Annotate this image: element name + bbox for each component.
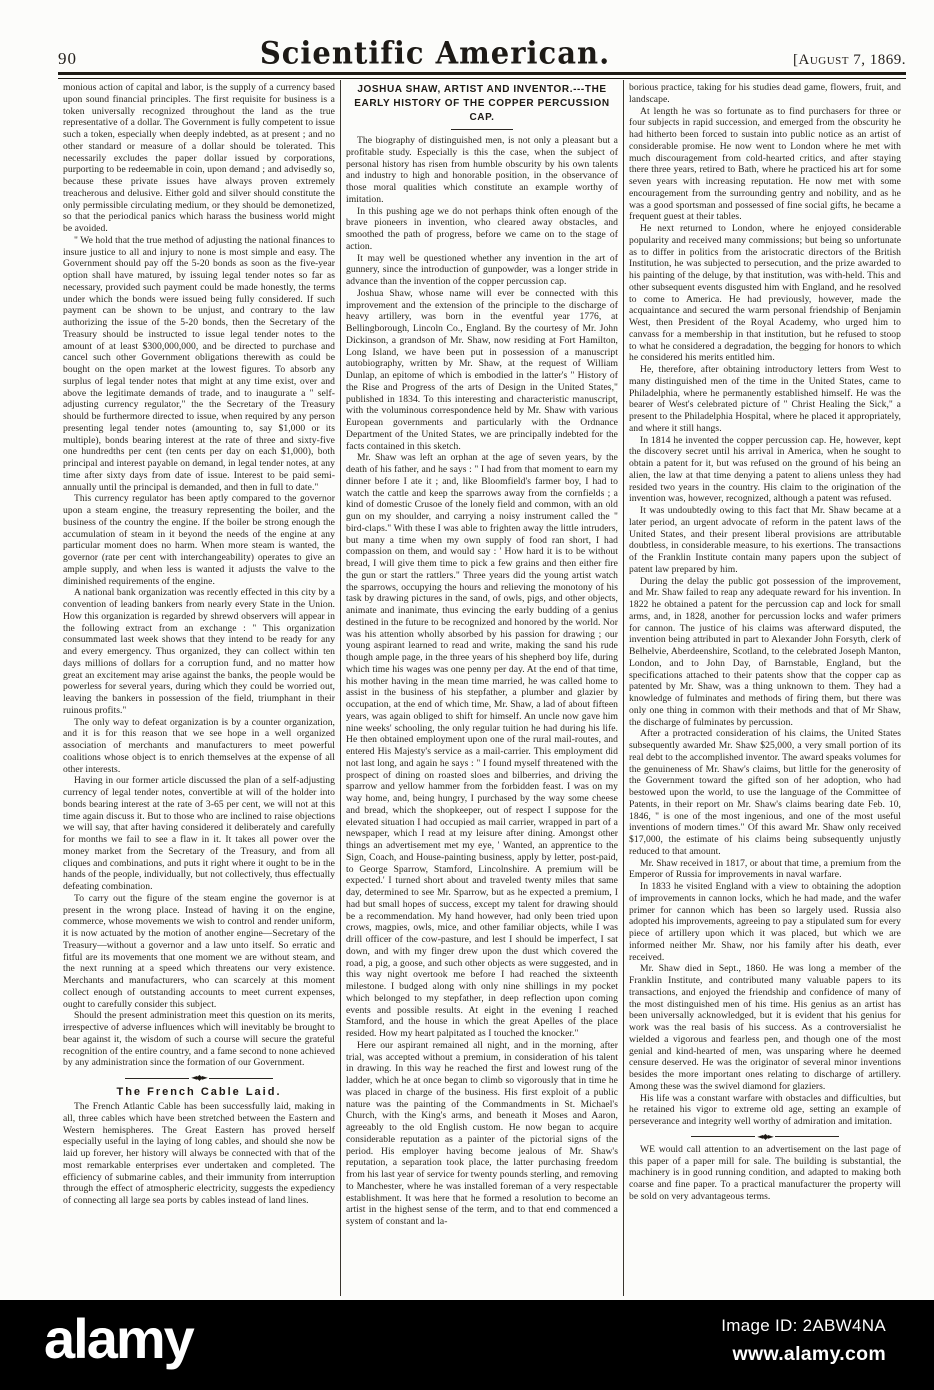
ornament-line [691,1136,755,1137]
paragraph: It may well be questioned whether any invention in the art of gunnery, since the introduction of gunpowder, was a longer stride in advance than the invention of the copper percussion cap. [346,252,618,287]
title-rule [451,129,513,130]
paragraph: The biography of distinguished men, is not only a pleasant but a profitable study. Especially is this the case, when the subject of personal history has risen from humble obscurity by his own talents and industry to high and honorable position, in the observance of those moral qualities which constitute an example worthy of imitation. [346,135,618,205]
page-header [58,35,906,71]
paragraph: Having in our former article discussed the plan of a self-adjusting currency of legal tender notes, convertible at will of the holder into bonds bearing interest at the rate of 3-65 per cent, we will not at this time again discuss it. But to those who are inclined to raise objections we will say, that after having considered it deliberately and carefully for months we fail to see a flaw in it. It takes all power over the money market from the Secretary of the Treasury, and from all cliques and combinations, and puts it right where it ought to be in the hands of the people, individually, but not collectively, thus effectually defeating combination. [63,775,335,892]
paragraph: He, therefore, after obtaining introductory letters from West to many distinguished men of the time in the United States, came to Philadelphia, where he permanently established himself. He was the bearer of West's celebrated picture of " Christ Healing the Sick," a present to the Philadelphia Hospital, where he placed it appropriately, and where it still hangs. [629,364,901,434]
divider-ornament [63,1072,335,1084]
alamy-url: www.alamy.com [732,1343,886,1365]
paragraph: monious action of capital and labor, is the supply of a currency based upon sound financial principles. The first requisite for business is a token universally recognized throughout the land as the true representative of a dollar. The Government is fully competent to issue such a token, especially when deeply indebted, as at present ; and no other standard or measure of a dollar should be tolerated. This necessarily excludes the paper dollar issued by corporations, purporting to be redeemable in coin, upon demand ; and advisedly so, because these private issues have always proven extremely treacherous and delusive. Either gold and silver should constitute the only permissible circulating medium, or they should be demonetized, so that the periodical panics which harass the business world might be avoided. [63,82,335,234]
issue-date: [August 7, 1869. [793,52,906,68]
paragraph: In 1814 he invented the copper percussion cap. He, however, kept the discovery secret until his arrival in America, when he sought to obtain a patent for it, but was refused on the ground of his being an alien, the law at that time denying a patent to aliens unless they had resided two years in the country. His claim to the origination of the invention was, however, recognized, although a patent was refused. [629,434,901,505]
paragraph: The only way to defeat organization is by a counter organization, and it is for this reason that we see hope in a well organized association of merchants and manufacturers to meet powerful coalitions whose object is to enrich themselves at the expense of all other interests. [63,716,335,775]
article-title: JOSHUA SHAW, ARTIST AND INVENTOR.---THE EARLY HISTORY OF THE COPPER PERCUSSION CAP. [354,84,610,123]
image-id-label: Image ID: 2ABW4NA [721,1316,886,1335]
column-left [58,80,340,1296]
masthead-title: Scientific American. [259,35,611,71]
paragraph: This currency regulator has been aptly compared to the governor upon a steam engine, the treasury representing the boiler, and the business of the country the engine. If the boiler be strong enough the accumulation of steam in it beyond the needs of the engine at any particular moment does no harm. When more steam is wanted, the governor (rate per cent with interchangeability) operates to give an ample supply, and when less is wanted it adjusts the valve to the diminished requirements of the engine. [63,493,335,587]
ornament-line [125,1078,189,1079]
ornament-line [209,1078,273,1079]
paragraph: In this pushing age we do not perhaps think often enough of the brave pioneers in invention, who cleared away obstacles, and smoothed the path of progress, before we came on to the stage of action. [346,205,618,252]
paragraph: At length he was so fortunate as to find purchasers for three or four subjects in rapid succession, and emerged from the obscurity he had hitherto been forced to sustain into public notice as an artist of considerable promise. He now went to London where he met with much discouragement from cold-hearted critics, and after staying there three years, retired to Bath, where he practiced his art for some seven years with increasing reputation. He now met with some encouragement from the surrounding gentry and nobility, and as he was a good sportsman and possessed of fine social gifts, he became a frequent guest at their tables. [629,105,901,223]
paragraph: In 1833 he visited England with a view to obtaining the adoption of improvements in cannon locks, which he had made, and the wafer primer for cannon which has been so largely used. Russia also adopted his improvements, agreeing to pay a stipulated sum for every piece of artillery upon which it was placed, but which we are informed neither Mr. Shaw, nor his family after his death, ever received. [629,881,901,963]
divider-ornament [629,1131,901,1143]
article-columns [58,80,906,1294]
paragraph: Mr. Shaw died in Sept., 1860. He was long a member of the Franklin Institute, and contributed many valuable papers to its transactions, and enjoyed the friendship and confidence of many of the most distinguished men of his time. His genius as an artist has been universally acknowledged, but it is evident that his genius for work was the real basis of his success. As a controversialist he wielded a vigorous and fearless pen, and though one of the most genial and kind-hearted of men, was unsparing where he deemed censure deserved. He was the originator of several minor inventions besides the more important ones relating to discharge of artillery. Among these was the swivel diamond for glaziers. [629,963,901,1092]
header-rule [58,72,906,79]
paragraph: " We hold that the true method of adjusting the national finances to insure justice to all and injury to none is most simple and easy. The Government should pay off the 5-20 bonds as soon as the five-year option shall have matured, by issuing legal tender notes so far as necessary, provided such payment could be made honestly, the terms under which the bonds were issued being fully considered. If such payment can be shown to be unjust, and contrary to the law authorizing the issue of the 5-20 bonds, then the Secretary of the Treasury should be instructed to issue legal tender notes to the amount of at least $300,000,000, and be directed to purchase and cancel such other Government obligations therewith as could be bought on the open market at the lowest figures. To absorb any surplus of legal tender notes that might at any time exist, over and above the legitimate demands of trade, and to inaugurate a " self-adjusting currency regulator," the the Secretary of the Treasury should be furthermore directed to issue, when required by any person presenting legal tender notes (amounting to, say $1,000 or its multiple), bonds bearing interest at the rate of three and sixty-five one hundredths per cent (ten cents per day on each $1,000), both principal and interest payable on demand, in legal tender notes, at any time after sixty days from date of issue. Interest to be paid semi-annually until the principal is demanded, and then in full to date." [63,234,335,493]
paragraph: It was undoubtedly owing to this fact that Mr. Shaw became at a later period, an urgent advocate of reform in the patent laws of the United States, and their present liberal provisions are attributable doubtless, in considerable measure, to his exertions. The transactions of the Franklin Institute contain many papers upon the subject of patent law prepared by him. [629,505,901,575]
page-number: 90 [58,49,77,68]
paragraph: borious practice, taking for his studies dead game, flowers, fruit, and landscape. [629,82,901,105]
paragraph: He next returned to London, where he enjoyed considerable popularity and received many commissions; but being so unfortunate as to differ in politics from the aristocratic directors of the British Institution, he was subjected to persecution, and the prize awarded to his painting of the deluge, by that institution, was with-held. This and other subsequent events disgusted him with England, and he resolved to come to America. He had previously, however, made the acquaintance and secured the warm personal friendship of Benjamin West, then President of the Royal Academy, who urged him to canvass for a membership in that institution, but he refused to stoop to what he considered a degradation, the begging for honors to which he considered his merits entitled him. [629,223,901,364]
paragraph: During the delay the public got possession of the improvement, and Mr. Shaw failed to reap any adequate reward for his invention. In 1822 he obtained a patent for the percussion cap and lock for small arms, and, in 1828, another for percussion locks and wafer primers for cannon. The justice of his claims was afterward disputed, the invention being attributed in part to Alexander John Forsyth, clerk of Belhelvie, Aberdeenshire, Scotland, to the celebrated Joseph Manton, London, and to John Day, of Barnstable, England, but the specifications attached to their patents show that the copper cap as patented by Mr. Shaw, was a thing unknown to them. They had a knowledge of fulminates and methods of firing them, but there was only one thing in common with their methods and that of Mr Shaw, the discharge of fulminates by percussion. [629,575,901,728]
paragraph: Here our aspirant remained all night, and in the morning, after trial, was accepted without a premium, in consideration of his talent in drawing. In this way he reached the first and lowest rung of the ladder, which he at once began to climb so vigorously that in time he was placed in charge of the business. His first exploit of a public nature was the painting of the Commandments in St. Michael's Church, with the King's arms, and beneath it Moses and Aaron, agreeably to the old English custom. He now began to acquire considerable reputation as a painter of the pictorial signs of the period. His employer having become jealous of Mr. Shaw's reputation, a separation took place, the latter purchasing freedom from his last year of service for twenty pounds sterling, and removing to Manchester, where he was installed foreman of a very respectable establishment. It was here that he formed a resolution to become an artist in the highest sense of the term, and to that end commenced a system of constant and la- [346,1039,618,1227]
section-heading: The French Cable Laid. [116,1086,282,1098]
paragraph: WE would call attention to an advertisement on the last page of this paper of a paper mill for sale. The building is substantial, the machinery is in good running condition, and adapted to making both coarse and fine paper. To a practical manufacturer the property will be sold on very advantageous terms. [629,1143,901,1202]
column-middle [340,80,623,1296]
column-right [623,80,906,1296]
paragraph: Mr. Shaw received in 1817, or about that time, a premium from the Emperor of Russia for improvements in naval warfare. [629,857,901,881]
paragraph: A national bank organization was recently effected in this city by a convention of leading bankers from nearly every State in the Union. How this organization is regarded by shrewd observers will appear in the following extract from an exchange : " This organization consummated last week shows that they intend to be ready for any and every emergency. Thus organized, they can collect within ten days millions of dollars for a corruption fund, and no matter how great an excitement may arise against the banks, the people would be powerless for several years, during which they could be worried out, leaving the bankers in possession of the field, triumphant in their ruinous profits." [63,587,335,716]
paragraph: The French Atlantic Cable has been successfully laid, making in all, three cables which have been stretched between the Eastern and Western hemispheres. The Great Eastern has proved herself especially useful in the laying of long cables, and should she now be laid up forever, her history will always be connected with that of the most remarkable enterprises ever undertaken and completed. The efficiency of submarine cables, and their immunity from interruption through the effect of atmospheric electricity, suggests the expediency of connecting all large sea ports by cables instead of land lines. [63,1101,335,1206]
paragraph: His life was a constant warfare with obstacles and difficulties, but he retained his vigor to extreme old age, setting an example of perseverance and integrity well worthy of admiration and imitation. [629,1092,901,1127]
alamy-logo: alamy [44,1307,193,1370]
paragraph: Should the present administration meet this question on its merits, irrespective of adverse influences which will inevitably be brought to bear against it, the wisdom of such a course will secure the grateful recognition of the entire country, and a fame second to none achieved by any administration since the formation of our Government. [63,1010,335,1069]
ornament-line [775,1136,839,1137]
ornament-diamond-icon: ◄◆► [757,1131,773,1141]
alamy-watermark-bar [0,1300,934,1390]
paragraph: To carry out the figure of the steam engine the governor is at present in the wrong place. Instead of having it on the engine, commerce, whose movements we wish to control and render uniform, it is now actuated by the motion of another engine—Secretary of the Treasury—without a governor and a law unto itself. So erratic and fitful are its movements that one moment we are without steam, and the next running at a speed which threatens our very existence. Merchants and manufacturers, who can scarcely at this moment collect enough of outstanding accounts to meet current expenses, ought to carefully consider this subject. [63,892,335,1010]
ornament-diamond-icon: ◄◆► [191,1073,207,1082]
alamy-footer-info [721,1316,886,1366]
paragraph: Joshua Shaw, whose name will ever be connected with this improvement and the extension of the principle to the discharge of heavy artillery, was born in the eventful year 1776, at Bellingborough, Lincoln Co., England. By the courtesy of Mr. John Dickinson, a grandson of Mr. Shaw, now residing at Fort Hamilton, Long Island, we have been put in possession of a manuscript autobiography, written by Mr. Shaw, at the request of William Dunlap, an epitome of which is embodied in the latter's " History of the Rise and Progress of the arts of Design in the United States," published in 1834. To this interesting and characteristic manuscript, with the voluminous correspondence held by Mr. Shaw with various European governments and particularly with the Ordnance Department of the United States, we are principally indebted for the facts contained in this sketch. [346,287,618,452]
paragraph: After a protracted consideration of his claims, the United States subsequently awarded Mr. Shaw $25,000, a very small portion of its real debt to the accomplished inventor. The award speaks volumes for the genuineness of Mr. Shaw's claims, but little for the generosity of the Government toward the gifted son of her adoption, who had bestowed upon the world, to use the language of the Committee of Patents, in their report on Mr. Shaw's claims bearing date Feb. 10, 1846, " is one of the most ingenious, and one of the most useful inventions of modern times." Of this award Mr. Shaw only received $17,000, the estimate of his claims being subsequently unjustly reduced to that amount. [629,728,901,857]
paragraph: Mr. Shaw was left an orphan at the age of seven years, by the death of his father, and he says : " I had from that moment to earn my dinner before I ate it ; and, like Bloomfield's farmer boy, I had to watch the cattle and keep the sparrows away from the cornfields ; a kind of domestic Crusoe of the lonely field and common, with an old gun on my shoulder, and carrying a noisy instrument called the " bird-claps." With these I was able to frighten away the little intruders, but many a time when my own supply of food ran short, I had compassion on them, and would say : ' How hard it is to be without bread, I will give them time to pick a few grains and then either fire the gun or start the rattlers." Three years did the young artist watch the sparrows, occupying the hours and relieving the monotony of his task by drawing pictures in the sand, of owls, pigs, and other objects, animate and inanimate, thus evincing the early budding of a genius destined in the future to be recognized and honored by the world. Nor was his attention wholly absorbed by his passion for drawing ; our young aspirant learned to read and write, making the sand his rude though ample page, in the three years of his shepherd boy life, during which time his wages was one penny per day. At the end of that time, his mother having in the mean time married, he was called home to assist in the business of his stepfather, a plumber and glazier by occupation, at the end of which time, Mr. Shaw, a lad of about fifteen years, was again obliged to shift for himself. An uncle now gave him nine weeks' schooling, the only regular tuition he had during his life. He then obtained employment upon one of the rural mail-routes, and entered His Majesty's service as a mail-carrier. This employment did not last long, and again he says : " I found myself threatened with the prospect of dining on roasted sloes and bilberries, and driving the sparrow and yellow hammer from the forbidden feast. I was on my way home, and, being hungry, I purchased by the way some cheese and bread, which the shopkeeper, out of respect I suppose for the elevated situation I had occupied as mail carrier, wrapped in part of a newspaper, which I read at my leisure after dining. Amongst other things an advertisement met my eye, ' Wanted, an apprentice to the Sign, Coach, and House-painting business, apply by letter, post-paid, to George Sparrow, Stamford, Lincolnshire. A premium will be expected.' I turned short about and traveled twenty miles that same day, determined to see Mr. Sparrow, but as he expected a premium, I had but small hopes of success, except my talent for drawing should be a recommendation. My hand however, had only been tried upon crows, magpies, owls, mice, and other familiar objects, while I was drill officer of the cow-pasture, and lest I should be imperfect, I sat down, and with my finger drew upon the dust which covered the road, a pig, a goose, and such other objects as were suggested, and in this way night overtook me before I had reached the sixteenth milestone. I budged along with only nine shillings in my pocket which belonged to my stepfather, in deep reflection upon coming events and possible results. At eight in the evening I reached Stamford, and the house in which the great Apelles of the place resided. How my heart palpitated as I touched the knocker." [346,452,618,1039]
